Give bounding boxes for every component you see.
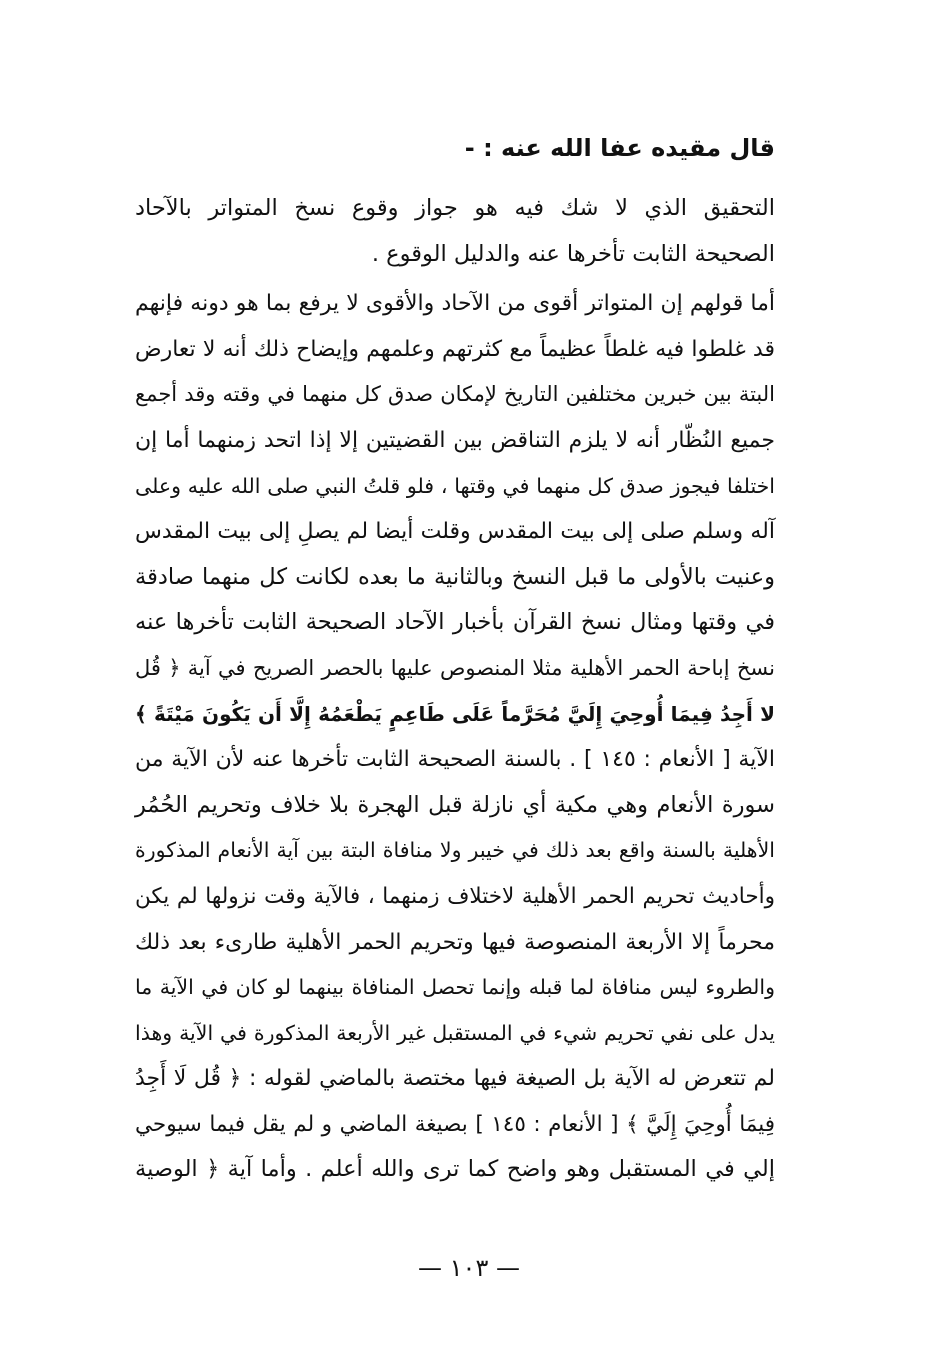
quran-verse-line: لا أَجِدُ فِيمَا أُوحِيَ إِلَيَّ مُحَرَّماً عَلَى طَاعِمٍ يَطْعَمُهُ إِلَّا أَن يَكُونَ مَيْتَةً ﴾ bbox=[135, 701, 775, 726]
text-line: البتة بين خبرين مختلفين التاريخ لإمكان صدق كل منهما في وقته وقد أجمع bbox=[135, 382, 775, 407]
text-line: آله وسلم صلى إلى بيت المقدس وقلت أيضا لم يصلِ إلى بيت المقدس bbox=[135, 519, 775, 545]
text-line: جميع النُظّار أنه لا يلزم التناقض بين القضيتين إلا إذا اتحد زمنهما أما إن bbox=[135, 427, 775, 453]
text-line: الآية [ الأنعام : ١٤٥ ] . بالسنة الصحيحة الثابت تأخرها عنه لأن الآية من bbox=[135, 747, 775, 773]
text-line: إلي في المستقبل وهو واضح كما ترى والله أعلم . وأما آية ﴿ الوصية bbox=[135, 1156, 775, 1183]
text-line: الأهلية بالسنة واقع بعد ذلك في خيبر ولا منافاة البتة بين آية الأنعام المذكورة bbox=[135, 838, 775, 863]
section-heading: قال مقيده عفا الله عنه : - bbox=[464, 134, 775, 162]
text-line: محرماً إلا الأربعة المنصوصة فيها وتحريم الحمر الأهلية طارىء بعد ذلك bbox=[135, 929, 775, 955]
body-text bbox=[135, 186, 775, 1193]
text-line: في وقتها ومثال نسخ القرآن بأخبار الآحاد الصحيحة الثابت تأخرها عنه bbox=[135, 609, 775, 636]
text-line: وأحاديث تحريم الحمر الأهلية لاختلاف زمنهما ، فالآية وقت نزولها لم يكن bbox=[135, 883, 775, 909]
text-line: الصحيحة الثابت تأخرها عنه والدليل الوقوع . bbox=[371, 240, 775, 267]
text-line: سورة الأنعام وهي مكية أي نازلة قبل الهجرة بلا خلاف وتحريم الحُمُر bbox=[135, 791, 775, 818]
page-number: — ١٠٣ — bbox=[418, 1254, 520, 1282]
text-line: أما قولهم إن المتواتر أقوى من الآحاد والأقوى لا يرفع بما هو دونه فإنهم bbox=[135, 291, 775, 317]
text-line: والطروء ليس منافاة لما قبله وإنما تحصل المنافاة بينهما لو كان في الآية ما bbox=[135, 975, 775, 1000]
text-line: نسخ إباحة الحمر الأهلية مثلا المنصوص عليها بالحصر الصريح في آية ﴿ قُل bbox=[135, 655, 775, 680]
text-line: اختلفا فيجوز صدق كل منهما في وقتها ، فلو قلتُ النبي صلى الله عليه وعلى bbox=[135, 473, 775, 498]
text-line: لم تتعرض له الآية بل الصيغة فيها مختصة بالماضي لقوله : ﴿ قُل لَا أَجِدُ bbox=[135, 1066, 775, 1092]
text-line: قد غلطوا فيه غلطاً عظيماً مع كثرتهم وعلمهم وإيضاح ذلك أنه لا تعارض bbox=[135, 336, 775, 362]
text-line: وعنيت بالأولى ما قبل النسخ وبالثانية ما بعده لكانت كل منهما صادقة bbox=[135, 563, 775, 590]
text-line: التحقيق الذي لا شك فيه هو جواز وقوع نسخ المتواتر بالآحاد bbox=[135, 195, 775, 221]
text-line: يدل على نفي تحريم شيء في المستقبل غير الأربعة المذكورة في الآية وهذا bbox=[135, 1020, 775, 1045]
text-line: فِيمَا أُوحِيَ إِلَيَّ ﴾ [ الأنعام : ١٤٥ ] بصيغة الماضي و لم يقل فيما سيوحي bbox=[135, 1111, 775, 1137]
